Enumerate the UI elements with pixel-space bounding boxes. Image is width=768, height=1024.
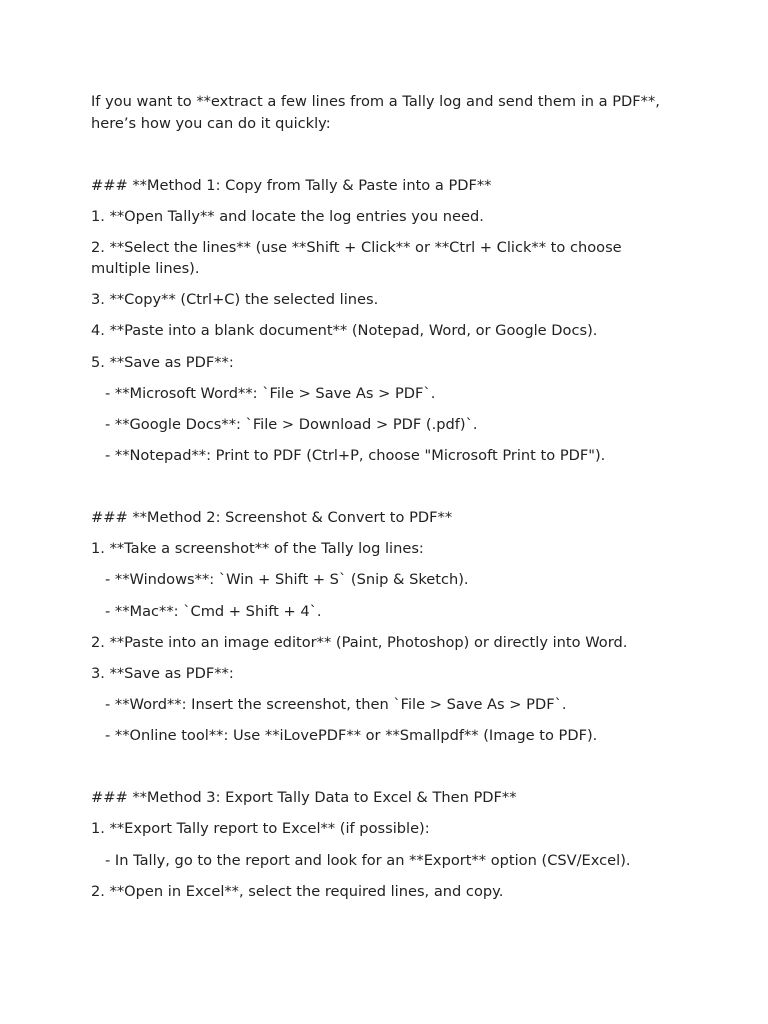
method2-sub2: - **Mac**: `Cmd + Shift + 4`. [105, 603, 322, 620]
method2-sub4: - **Online tool**: Use **iLovePDF** or **Smallpdf** (Image to PDF). [105, 727, 598, 744]
method1-step1: 1. **Open Tally** and locate the log entries you need. [91, 208, 484, 225]
method3-sub1: - In Tally, go to the report and look for an **Export** option (CSV/Excel). [105, 852, 631, 869]
method2-step3: 3. **Save as PDF**: [91, 665, 234, 682]
method1-sub1: - **Microsoft Word**: `File > Save As > PDF`. [105, 385, 436, 402]
intro-line-2: here’s how you can do it quickly: [91, 115, 331, 132]
method2-step1: 1. **Take a screenshot** of the Tally log lines: [91, 540, 424, 557]
method1-step5: 5. **Save as PDF**: [91, 354, 234, 371]
intro-line-1: If you want to **extract a few lines from a Tally log and send them in a PDF**, [91, 93, 660, 110]
method3-step1: 1. **Export Tally report to Excel** (if possible): [91, 820, 430, 837]
method2-heading: ### **Method 2: Screenshot & Convert to PDF** [91, 509, 453, 526]
method1-sub2: - **Google Docs**: `File > Download > PDF (.pdf)`. [105, 416, 478, 433]
method1-step4: 4. **Paste into a blank document** (Notepad, Word, or Google Docs). [91, 322, 598, 339]
method2-step2: 2. **Paste into an image editor** (Paint, Photoshop) or directly into Word. [91, 634, 628, 651]
method1-step3: 3. **Copy** (Ctrl+C) the selected lines. [91, 291, 379, 308]
method3-step2: 2. **Open in Excel**, select the required lines, and copy. [91, 883, 504, 900]
method1-step2-line1: 2. **Select the lines** (use **Shift + Click** or **Ctrl + Click** to choose [91, 239, 622, 256]
method2-sub1: - **Windows**: `Win + Shift + S` (Snip & Sketch). [105, 571, 469, 588]
method3-heading: ### **Method 3: Export Tally Data to Excel & Then PDF** [91, 789, 517, 806]
method1-sub3: - **Notepad**: Print to PDF (Ctrl+P, choose "Microsoft Print to PDF"). [105, 447, 606, 464]
method1-heading: ### **Method 1: Copy from Tally & Paste into a PDF** [91, 177, 492, 194]
method2-sub3: - **Word**: Insert the screenshot, then `File > Save As > PDF`. [105, 696, 567, 713]
method1-step2-line2: multiple lines). [91, 260, 200, 277]
